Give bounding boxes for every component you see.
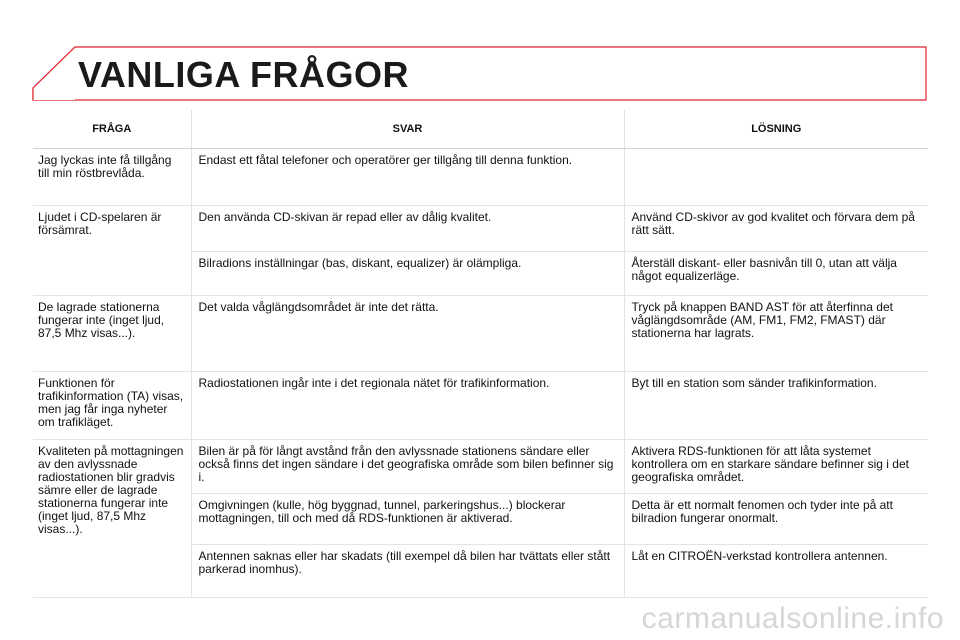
answer-text: Den använda CD-skivan är repad eller av dålig kvalitet. bbox=[198, 210, 492, 224]
table-row bbox=[33, 149, 928, 206]
column-header-answer: SVAR bbox=[191, 110, 624, 149]
answer-text: Bilen är på för långt avstånd från den avlyssnade stationens sändare eller också finns det ingen sändare i det geografiska område som bilen befinner sig i. bbox=[198, 444, 614, 484]
solution-text: Aktivera RDS-funktionen för att låta systemet kontrollera om en starkare sändare befinner sig i det geografiska området. bbox=[631, 444, 909, 484]
question-text: Funktionen för trafikinformation (TA) visas, men jag får inga nyheter om trafikläget. bbox=[38, 376, 184, 429]
answer-text: Radiostationen ingår inte i det regionala nätet för trafikinformation. bbox=[198, 376, 550, 390]
question-text: Ljudet i CD-spelaren är försämrat. bbox=[38, 210, 162, 237]
solution-cell bbox=[624, 149, 928, 206]
column-header-question: FRÅGA bbox=[33, 110, 191, 149]
answer-cell bbox=[191, 149, 624, 206]
answer-text: Omgivningen (kulle, hög byggnad, tunnel, parkeringshus...) blockerar mottagningen, till och med då RDS-funktionen är aktiverad. bbox=[198, 498, 566, 525]
solution-cell bbox=[624, 206, 928, 252]
solution-cell bbox=[624, 440, 928, 494]
answer-text: Endast ett fåtal telefoner och operatörer ger tillgång till denna funktion. bbox=[198, 153, 573, 167]
solution-text: Byt till en station som sänder trafikinformation. bbox=[631, 376, 877, 390]
solution-cell bbox=[624, 545, 928, 598]
table-row bbox=[33, 296, 928, 372]
question-text: Jag lyckas inte få tillgång till min röstbrevlåda. bbox=[38, 153, 172, 180]
question-cell bbox=[33, 372, 191, 440]
solution-cell bbox=[624, 372, 928, 440]
solution-text: Återställ diskant- eller basnivån till 0, utan att välja något equalizerläge. bbox=[631, 256, 897, 283]
answer-cell bbox=[191, 252, 624, 296]
table-row bbox=[33, 372, 928, 440]
solution-text: Låt en CITROËN-verkstad kontrollera antennen. bbox=[631, 549, 888, 563]
answer-text: Antennen saknas eller har skadats (till exempel då bilen har tvättats eller stått parkerad inomhus). bbox=[198, 549, 611, 576]
solution-cell bbox=[624, 494, 928, 545]
solution-text: Använd CD-skivor av god kvalitet och förvara dem på rätt sätt. bbox=[631, 210, 915, 237]
question-text: Kvaliteten på mottagningen av den avlyssnade radiostationen blir gradvis sämre eller de lagrade stationerna fungerar inte (inget ljud, 87,5 Mhz visas...). bbox=[38, 444, 184, 536]
answer-text: Det valda våglängdsområdet är inte det rätta. bbox=[198, 300, 439, 314]
solution-cell bbox=[624, 252, 928, 296]
page-title: VANLIGA FRÅGOR bbox=[78, 54, 409, 95]
page-header bbox=[0, 0, 960, 110]
answer-cell bbox=[191, 372, 624, 440]
answer-cell bbox=[191, 296, 624, 372]
solution-cell bbox=[624, 296, 928, 372]
solution-text: Tryck på knappen BAND AST för att återfinna det våglängdsområde (AM, FM1, FM2, FMAST) där stationerna har lagrats. bbox=[631, 300, 893, 340]
table-row bbox=[33, 206, 928, 252]
answer-cell bbox=[191, 440, 624, 494]
question-cell bbox=[33, 296, 191, 372]
answer-cell bbox=[191, 206, 624, 252]
answer-cell bbox=[191, 494, 624, 545]
question-cell bbox=[33, 440, 191, 598]
question-text: De lagrade stationerna fungerar inte (inget ljud, 87,5 Mhz visas...). bbox=[38, 300, 165, 340]
answer-text: Bilradions inställningar (bas, diskant, equalizer) är olämpliga. bbox=[198, 256, 522, 270]
solution-text bbox=[625, 149, 929, 160]
table-row bbox=[33, 440, 928, 494]
faq-table bbox=[33, 110, 928, 598]
question-cell bbox=[33, 206, 191, 296]
solution-text: Detta är ett normalt fenomen och tyder inte på att bilradion fungerar onormalt. bbox=[631, 498, 893, 525]
table-header-row bbox=[33, 110, 928, 149]
watermark: carmanualsonline.info bbox=[641, 602, 944, 635]
answer-cell bbox=[191, 545, 624, 598]
column-header-solution: LÖSNING bbox=[624, 110, 928, 149]
question-cell bbox=[33, 149, 191, 206]
